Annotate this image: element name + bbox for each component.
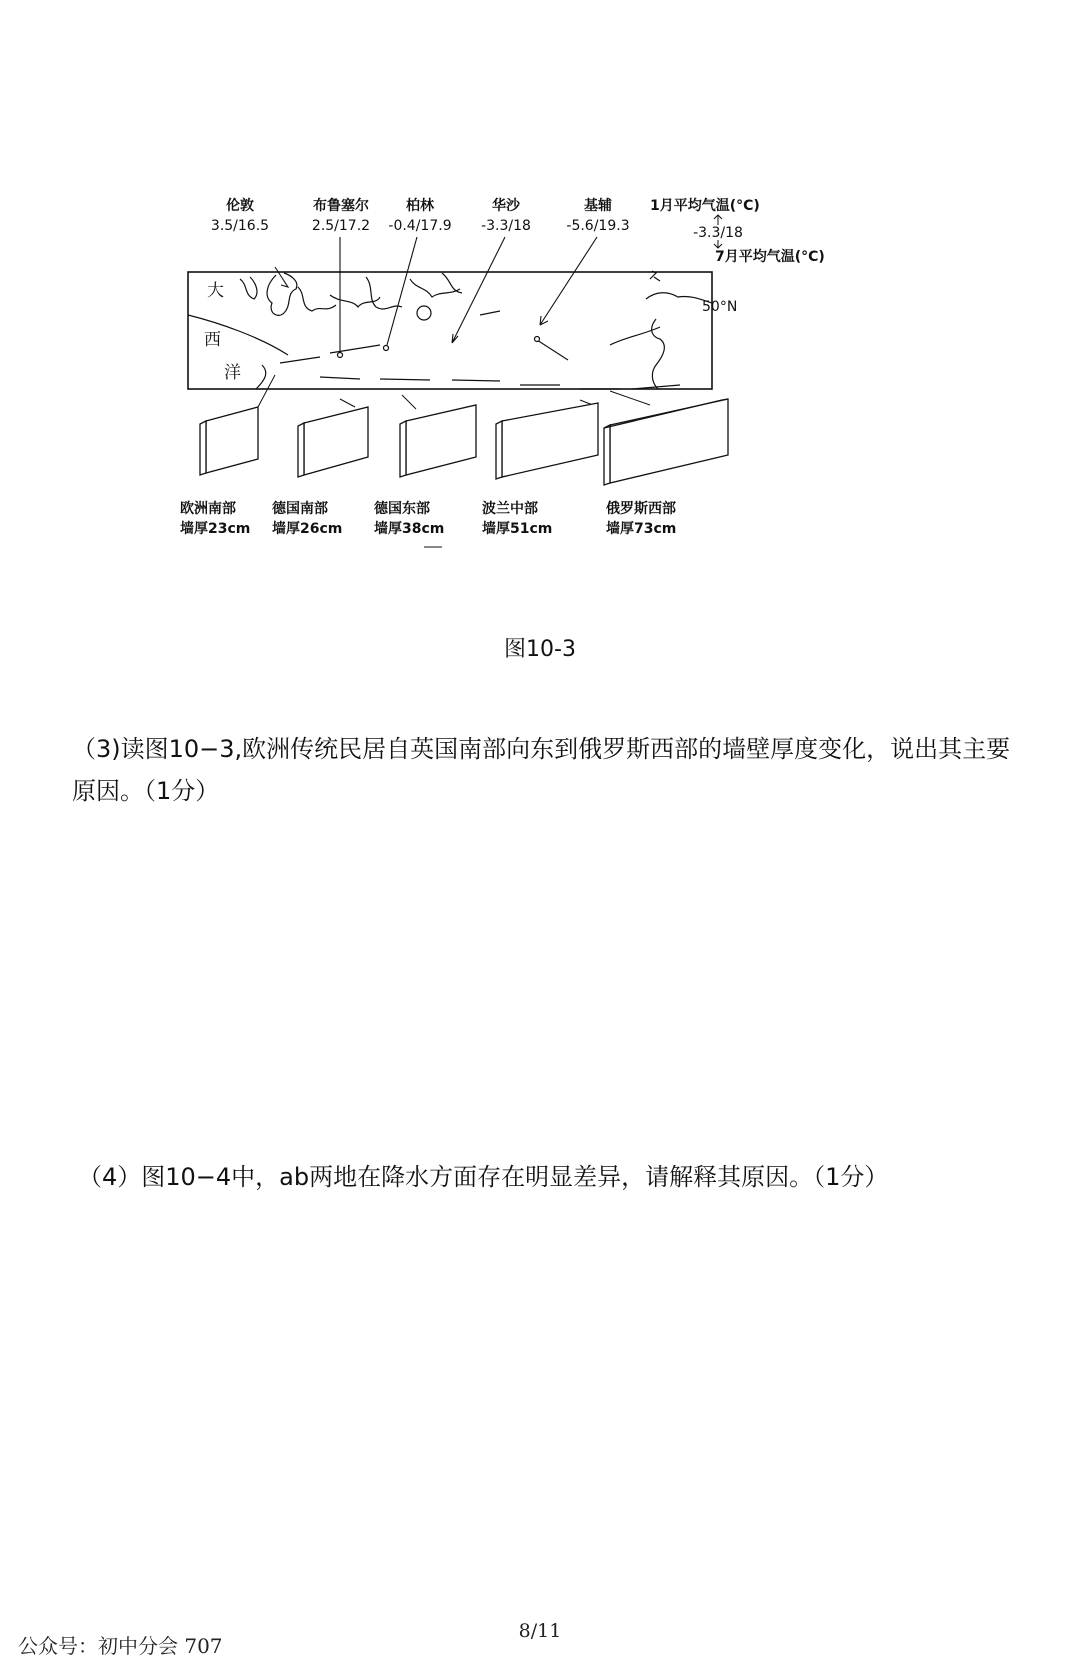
- map-frame: [188, 272, 712, 389]
- city-name-warsaw: 华沙: [492, 198, 520, 214]
- legend-arrow-down-icon: [714, 240, 722, 248]
- question-3: （3)读图10−3,欧洲传统民居自英国南部向东到俄罗斯西部的墙壁厚度变化，说出其主要原因。（1分）: [72, 735, 1011, 805]
- city-temps-kyiv: -5.6/19.3: [566, 218, 630, 234]
- wall-region-3: 德国东部: [374, 501, 430, 517]
- legend-sample: -3.3/18: [693, 225, 743, 241]
- wall-blocks: [200, 399, 728, 485]
- wall-region-2: 德国南部: [272, 501, 328, 517]
- city-pointers: [275, 237, 597, 360]
- city-temps-warsaw: -3.3/18: [481, 218, 531, 234]
- figure-10-3: [180, 195, 880, 575]
- city-name-berlin: 柏林: [406, 198, 434, 214]
- city-temps-brussels: 2.5/17.2: [311, 218, 371, 234]
- wall-region-5: 俄罗斯西部: [606, 501, 676, 517]
- question-4: （4）图10−4中，ab两地在降水方面存在明显差异，请解释其原因。（1分）: [78, 1163, 889, 1191]
- city-temps-london: 3.5/16.5: [210, 218, 270, 234]
- wall-region-1: 欧洲南部: [180, 501, 236, 517]
- wall-thickness-4: 墙厚51cm: [482, 521, 553, 537]
- wall-thickness-5: 墙厚73cm: [606, 521, 677, 537]
- coastline-sketch: [188, 271, 712, 389]
- latitude-label: 50°N: [702, 299, 738, 315]
- figure-caption: 图10-3: [504, 637, 576, 662]
- legend-july: 7月平均气温(°C): [715, 249, 825, 265]
- sea-label-1: 大: [207, 281, 224, 301]
- city-name-london: 伦敦: [226, 198, 254, 214]
- wall-thickness-2: 墙厚26cm: [272, 521, 343, 537]
- sea-label-3: 洋: [224, 363, 241, 383]
- city-temps-berlin: -0.4/17.9: [388, 218, 452, 234]
- wall-region-4: 波兰中部: [482, 501, 538, 517]
- wall-thickness-1: 墙厚23cm: [180, 521, 251, 537]
- page-number: 8/11: [518, 1620, 562, 1642]
- footer-watermark: 公众号：初中分会 707: [18, 1634, 223, 1658]
- sea-label-2: 西: [204, 330, 221, 350]
- city-name-kyiv: 基辅: [584, 198, 612, 214]
- wall-thickness-3: 墙厚38cm: [374, 521, 445, 537]
- legend-arrow-up-icon: [714, 215, 722, 225]
- legend-january: 1月平均气温(°C): [650, 198, 760, 214]
- city-name-brussels: 布鲁塞尔: [313, 198, 369, 214]
